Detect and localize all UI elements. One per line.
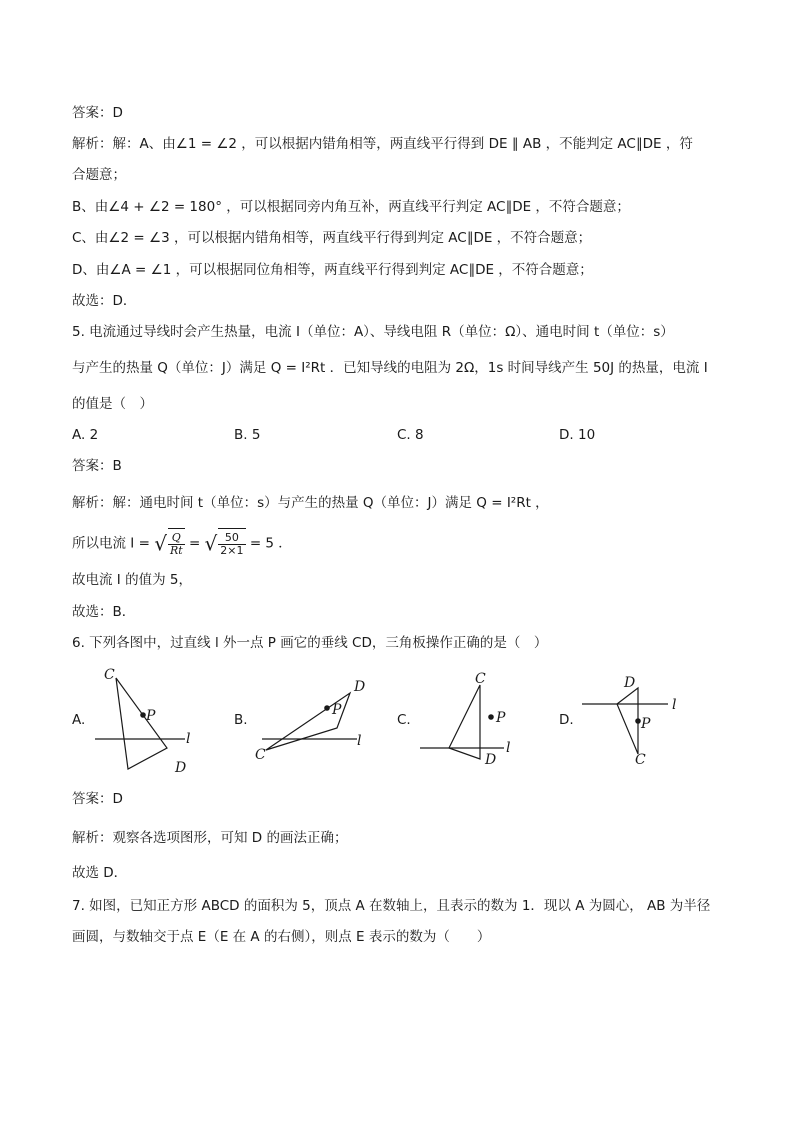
- q5-stem-line-2: 与产生的热量 Q（单位：J）满足 Q = I²Rt ．已知导线的电阻为 2Ω，1s 时间导线产生 50J 的热量，电流 I: [72, 360, 708, 376]
- q4-analysis-line-2: 合题意；: [72, 167, 126, 183]
- q5-stem-line-1: 5. 电流通过导线时会产生热量，电流 I（单位：A）、导线电阻 R（单位：Ω）、通电时间 t（单位：s）: [72, 324, 674, 340]
- figure-c-label-d: D: [485, 752, 497, 768]
- q6-figure-c: [420, 685, 504, 759]
- figure-d-label-p: P: [641, 716, 651, 732]
- figure-a-label-p: P: [146, 708, 156, 724]
- q5-analysis-formula: 所以电流 I = √ $\frac{Q}{Rt}$ = √ $\frac{50}{2\times 1}$ = 5 ．: [72, 528, 292, 559]
- figure-b-label-d: D: [354, 679, 366, 695]
- q5-frac1-den: Rt: [169, 543, 183, 557]
- q4-analysis-line-3: B、由∠4 + ∠2 = 180° ，可以根据同旁内角互补，两直线平行判定 AC∥DE ，不符合题意；: [72, 199, 630, 215]
- figure-b-label-c: C: [255, 747, 266, 763]
- q4-analysis-line-5: D、由∠A = ∠1 ，可以根据同位角相等，两直线平行得到判定 AC∥DE ，不符合题意；: [72, 262, 593, 278]
- q6-option-b-label: B.: [234, 712, 248, 728]
- q5-sqrt-1: [168, 528, 185, 559]
- figure-c-label-c: C: [475, 671, 486, 687]
- figure-c-label-l: l: [506, 740, 511, 756]
- figure-d-label-d: D: [624, 675, 636, 691]
- q6-choice: 故选 D．: [72, 865, 128, 881]
- q5-option-d: D. 10: [559, 427, 596, 443]
- figure-b-point-p: [325, 706, 329, 710]
- q5-frac2-num: 50: [218, 532, 245, 545]
- q5-stem-line-3: 的值是（ ）: [72, 396, 153, 412]
- q5-analysis-line-1: 解析：解：通电时间 t（单位：s）与产生的热量 Q（单位：J）满足 Q = I²Rt ，: [72, 495, 549, 511]
- q4-analysis-line-1: 解析：解：A、由∠1 = ∠2 ，可以根据内错角相等，两直线平行得到 DE ∥ AB ，不能判定 AC∥DE ，符: [72, 136, 693, 152]
- figure-c-point-p: [489, 715, 493, 719]
- q4-choice: 故选：D．: [72, 293, 137, 309]
- q4-answer: 答案：D: [72, 105, 123, 121]
- q5-frac1-num: Q: [168, 532, 185, 545]
- q5-option-c: C. 8: [397, 427, 424, 443]
- q5-option-b: B. 5: [234, 427, 261, 443]
- figure-a-point-p: [141, 713, 145, 717]
- q5-sqrt-2: [218, 528, 245, 559]
- figure-b-label-p: P: [332, 702, 342, 718]
- q6-analysis: 解析：观察各选项图形，可知 D 的画法正确；: [72, 830, 348, 846]
- figure-a-label-l: l: [186, 731, 191, 747]
- sqrt-sign-icon: √: [204, 531, 218, 556]
- q5-choice: 故选：B．: [72, 604, 136, 620]
- q4-analysis-line-4: C、由∠2 = ∠3 ，可以根据内错角相等，两直线平行得到判定 AC∥DE ，不符合题意；: [72, 230, 592, 246]
- q5-option-a: A. 2: [72, 427, 99, 443]
- sqrt-sign-icon: √: [154, 531, 167, 556]
- q5-answer: 答案：B: [72, 458, 122, 474]
- q6-figure-d: [582, 688, 668, 754]
- figure-b-label-l: l: [357, 733, 362, 749]
- figure-a-triangle: [116, 678, 167, 769]
- q5-formula-prefix: 所以电流 I =: [72, 535, 150, 552]
- q5-formula-suffix: = 5 ．: [249, 535, 292, 552]
- figure-d-label-l: l: [672, 697, 677, 713]
- q7-stem-line-1: 7. 如图，已知正方形 ABCD 的面积为 5，顶点 A 在数轴上，且表示的数为 1．现以 A 为圆心， AB 为半径: [72, 898, 711, 914]
- q6-figure-a: [95, 678, 185, 769]
- q6-option-a-label: A.: [72, 712, 86, 728]
- q6-option-c-label: C.: [397, 712, 411, 728]
- q5-analysis-line-3: 故电流 I 的值为 5，: [72, 572, 192, 588]
- q5-frac2-den: 2×1: [220, 543, 244, 557]
- q6-figure-b: [262, 693, 357, 750]
- q7-stem-line-2: 画圆，与数轴交于点 E（E 在 A 的右侧），则点 E 表示的数为（ ）: [72, 929, 491, 945]
- figure-c-label-p: P: [496, 710, 506, 726]
- q6-stem: 6. 下列各图中，过直线 l 外一点 P 画它的垂线 CD，三角板操作正确的是（ ）: [72, 635, 548, 651]
- figure-a-label-d: D: [175, 760, 187, 776]
- q6-option-d-label: D.: [559, 712, 574, 728]
- figure-d-triangle: [617, 688, 638, 754]
- figure-d-label-c: C: [635, 752, 646, 768]
- q6-answer: 答案：D: [72, 791, 123, 807]
- figure-d-point-p: [636, 719, 640, 723]
- figure-a-label-c: C: [104, 667, 115, 683]
- q6-figures: [0, 660, 794, 780]
